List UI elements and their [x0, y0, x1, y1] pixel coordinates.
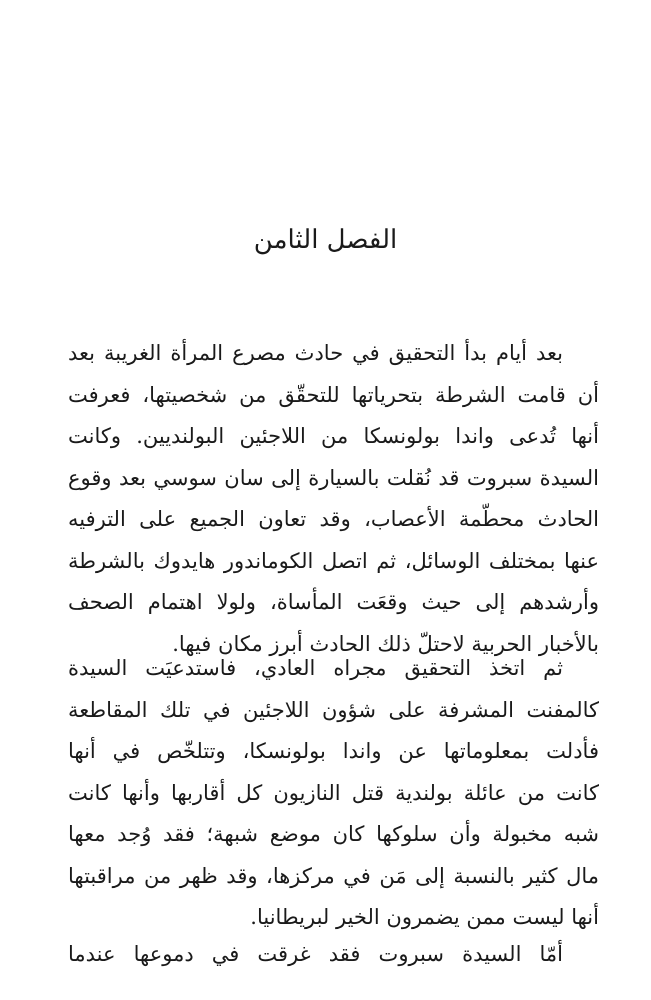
paragraph-line: كالمفنت المشرفة على شؤون اللاجئين في تلك المقاطعة	[68, 697, 599, 722]
chapter-title: الفصل الثامن	[253, 225, 398, 255]
paragraph-line: السيدة سبروت قد نُقلت بالسيارة إلى سان سوسي بعد وقوع	[68, 465, 599, 490]
paragraph-2	[68, 648, 599, 939]
paragraph-line: بعد أيام بدأ التحقيق في حادث مصرع المرأة الغريبة بعد	[68, 341, 563, 365]
paragraph-line: فأدلت بمعلوماتها عن واندا بولونسكا، وتتلخّص في أنها	[68, 739, 599, 763]
paragraph-line: الحادث محطّمة الأعصاب، وقد تعاون الجميع على الترفيه	[68, 507, 599, 531]
paragraph-line: وأرشدهم إلى حيث وقعَت المأساة، ولولا اهتمام الصحف	[68, 590, 599, 614]
paragraph-3	[68, 934, 599, 976]
paragraph-line: كانت من عائلة بولندية قتل النازيون كل أقاربها وأنها كانت	[68, 780, 599, 805]
paragraph-line: بالأخبار الحربية لاحتلّ ذلك الحادث أبرز مكان فيها.	[172, 631, 599, 656]
paragraph-line: عنها بمختلف الوسائل، ثم اتصل الكوماندور هايدوك بالشرطة	[68, 548, 599, 573]
paragraph-line: أنها ليست ممن يضمرون الخير لبريطانيا.	[250, 905, 599, 929]
paragraph-line: ثم اتخذ التحقيق مجراه العادي، فاستدعيَت السيدة	[68, 656, 563, 680]
paragraph-1	[68, 333, 599, 665]
paragraph-line: مال كثير بالنسبة إلى مَن في مركزها، وقد ظهر من مراقبتها	[68, 863, 599, 888]
paragraph-line: أن قامت الشرطة بتحرياتها للتحقّق من شخصيتها، فعرفت	[68, 382, 599, 407]
paragraph-line: أنها تُدعى واندا بولونسكا من اللاجئين البولنديين. وكانت	[68, 424, 599, 448]
paragraph-line: شبه مخبولة وأن سلوكها كان موضع شبهة؛ فقد وُجد معها	[68, 822, 599, 846]
paragraph-line: أمّا السيدة سبروت فقد غرقت في دموعها عندما	[68, 942, 563, 966]
